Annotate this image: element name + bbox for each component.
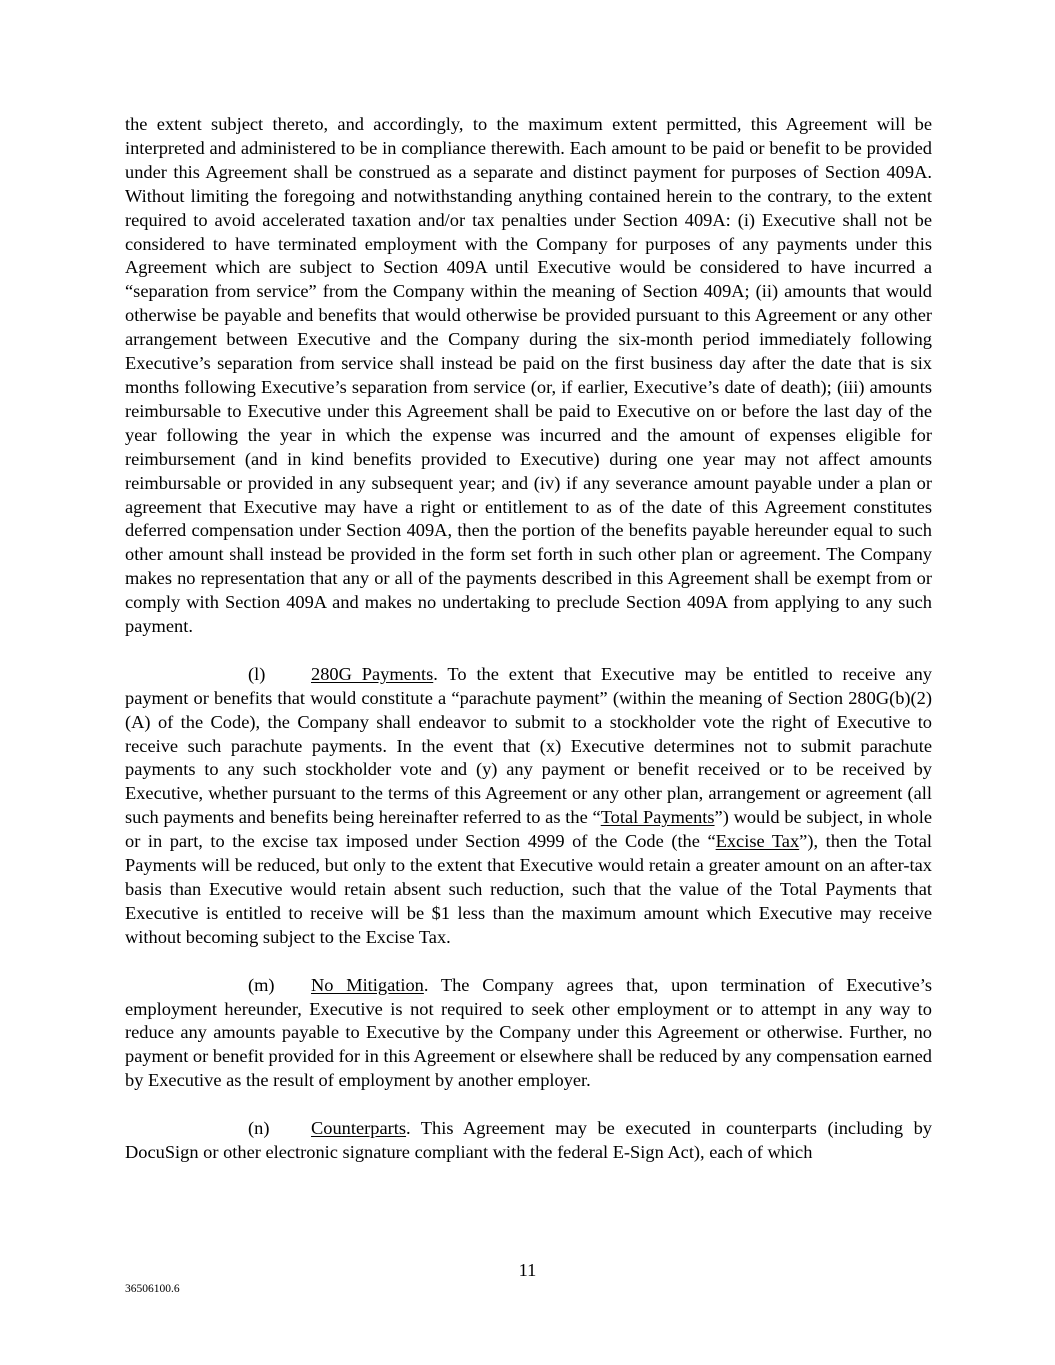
section-l-text-3: ”), then the Total Payments will be reduced, but only to the extent that Executive would retain a greater amount on an after-tax basis than Executive would retain absent such reduction, such that the value of the Total Payments that Executive is entitled to receive will be $1 less than the maximum amount which Executive may receive without becoming subject to the Excise Tax. (125, 831, 933, 947)
section-l-paragraph (125, 663, 932, 950)
section-l-text-2: ”) would be subject, in whole or in part, to the excise tax imposed under Section 4999 of the Code (the “ (125, 807, 932, 852)
section-m-paragraph (125, 974, 932, 1094)
section-l-text-1: . To the extent that Executive may be entitled to receive any payment or benefits that would constitute a “parachute payment” (within the meaning of Section 280G(b)(2)(A) of the Code), the Company shall endeavor to submit to a stockholder vote the right of Executive to receive such parachute payments. In the event that (x) Executive determines not to submit parachute payments to any such stockholder vote and (y) any payment or benefit received or to be received by Executive, whether pursuant to the terms of this Agreement or any other plan, arrangement or agreement (all such payments and benefits being hereinafter referred to as the “ (125, 663, 932, 828)
section-n-text: . This Agreement may be executed in counterparts (including by DocuSign or other electronic signature compliant with the federal E-Sign Act), each of which (125, 1118, 932, 1162)
page-number: 11 (518, 1260, 537, 1280)
document-body (125, 113, 932, 1165)
section-m-heading: No Mitigation (311, 974, 424, 995)
section-l-heading: 280G Payments (311, 663, 434, 684)
section-l-label: (l) (248, 663, 266, 684)
defined-term-excise-tax: Excise Tax (715, 831, 800, 852)
document-id: 36506100.6 (125, 1283, 180, 1295)
paragraph-k-continued: the extent subject thereto, and accordingly, to the maximum extent permitted, this Agreement will be interpreted and administered to be in compliance therewith. Each amount to be paid or benefit to be provided under this Agreement shall be construed as a separate and distinct payment for purposes of Section 409A. Without limiting the foregoing and notwithstanding anything contained herein to the contrary, to the extent required to avoid accelerated taxation and/or tax penalties under Section 409A: (i) Executive shall not be considered to have terminated employment with the Company for purposes of any payments under this Agreement which are subject to Section 409A until Executive would be considered to have incurred a “separation from service” from the Company within the meaning of Section 409A; (ii) amounts that would otherwise be payable and benefits that would otherwise be provided pursuant to this Agreement or any other arrangement between Executive and the Company during the six-month period immediately following Executive’s separation from service shall instead be paid on the first business day after the date that is six months following Executive’s separation from service (or, if earlier, Executive’s date of death); (iii) amounts reimbursable to Executive under this Agreement shall be paid to Executive on or before the last day of the year following the year in which the expense was incurred and the amount of expenses eligible for reimbursement (and in kind benefits provided to Executive) during one year may not affect amounts reimbursable or provided in any subsequent year; and (iv) if any severance amount payable under a plan or agreement that Executive may have a right or entitlement to as of the date of this Agreement constitutes deferred compensation under Section 409A, then the portion of the benefits payable hereunder equal to such other amount shall instead be provided in the form set forth in such other plan or agreement. The Company makes no representation that any or all of the payments described in this Agreement shall be exempt from or comply with Section 409A and makes no undertaking to preclude Section 409A from applying to any such payment. (125, 114, 932, 637)
section-n-paragraph (125, 1117, 932, 1165)
section-n-heading: Counterparts (311, 1118, 406, 1139)
defined-term-total-payments: Total Payments (600, 807, 715, 828)
section-n-label: (n) (248, 1118, 270, 1139)
section-m-text: . The Company agrees that, upon termination of Executive’s employment hereunder, Executive is not required to seek other employment or to attempt in any way to reduce any amounts payable to Executive by the Company under this Agreement or otherwise. Further, no payment or benefit provided for in this Agreement or elsewhere shall be reduced by any compensation earned by Executive as the result of employment by another employer. (125, 974, 932, 1091)
section-m-label: (m) (248, 974, 275, 995)
